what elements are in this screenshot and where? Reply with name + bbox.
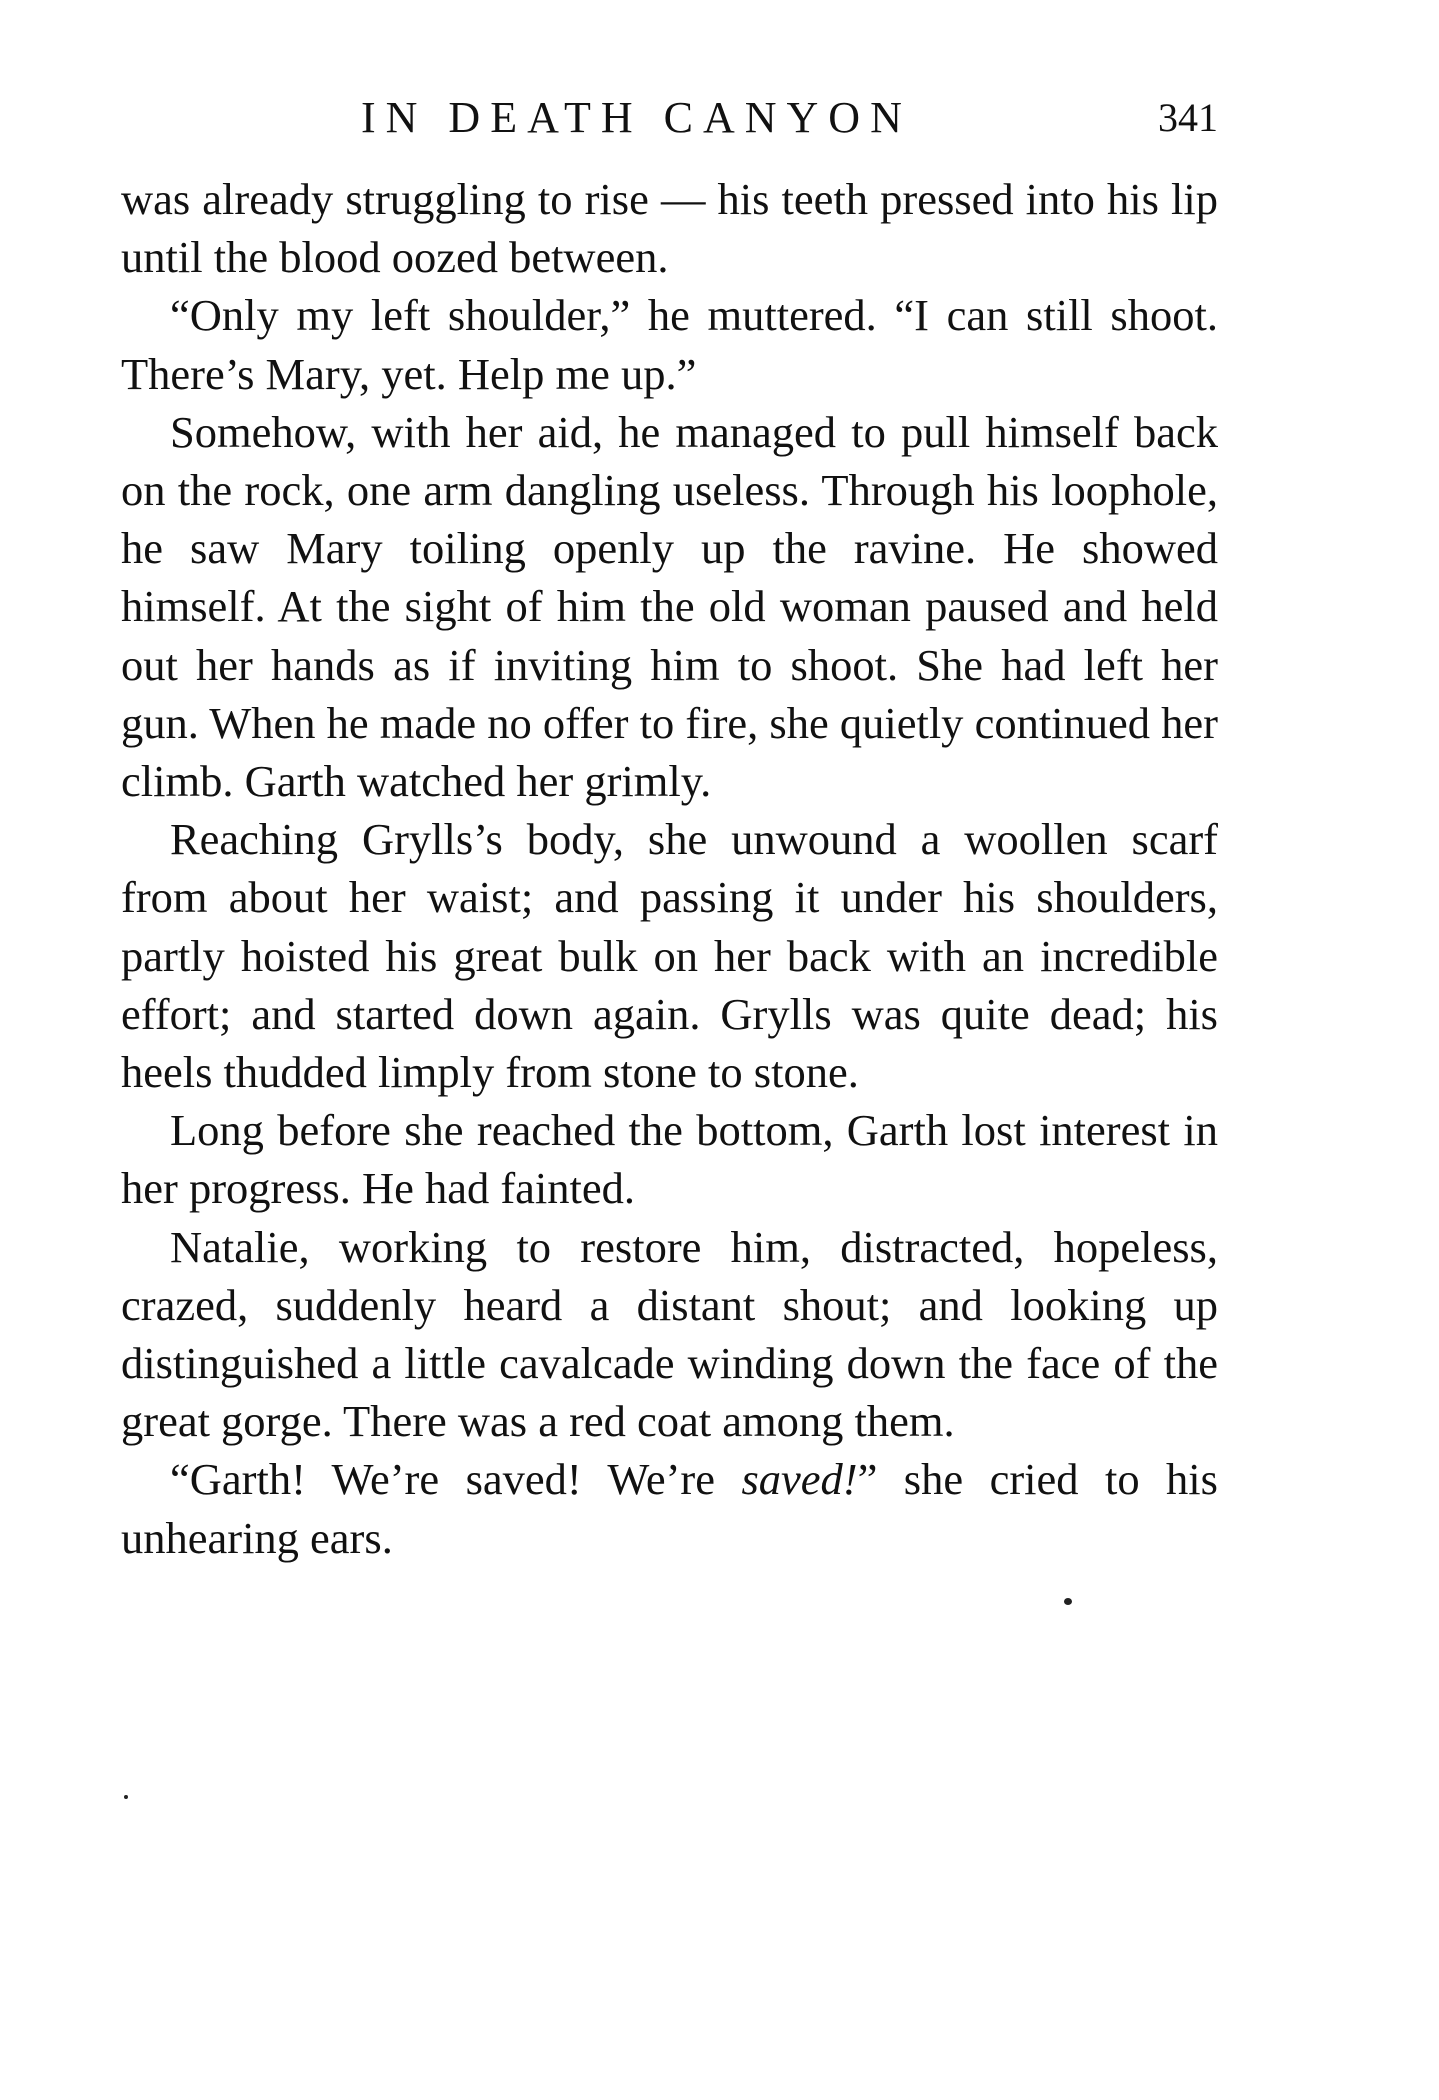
body-text — [121, 170, 1218, 1567]
paragraph-7-text-after: ” she cried to his unhearing ears. — [121, 1454, 1218, 1563]
paragraph-2 — [121, 286, 1218, 402]
paragraph-6-text: Natalie, working to restore him, distracted, hopeless, crazed, suddenly heard a distant shout; and looking up distinguished a little cavalcade winding down the face of the great gorge. There was a red coat among them. — [121, 1221, 1218, 1447]
paragraph-3 — [121, 403, 1218, 810]
paragraph-3-text: Somehow, with her aid, he managed to pull himself back on the rock, one arm dangling useless. Through his loophole, he saw Mary toiling openly up the ravine. He showed himself. At the sight of him the old woman paused and held out her hands as if inviting him to shoot. She had left her gun. When he made no offer to fire, she quietly continued her climb. Garth watched her grimly. — [121, 406, 1218, 807]
ink-speck — [1064, 1598, 1072, 1605]
paragraph-2-text: “Only my left shoulder,” he muttered. “I can still shoot. There’s Mary, yet. Help me up.” — [121, 290, 1218, 399]
page-number: 341 — [1158, 95, 1218, 140]
ink-speck — [124, 1795, 128, 1799]
paragraph-4 — [121, 810, 1218, 1101]
paragraph-7-emphasis: saved! — [741, 1454, 858, 1505]
paragraph-1-text: was already struggling to rise — his teeth pressed into his lip until the blood oozed between. — [121, 174, 1218, 283]
paragraph-6 — [121, 1218, 1218, 1451]
paragraph-5-text: Long before she reached the bottom, Garth lost interest in her progress. He had fainted. — [121, 1105, 1218, 1214]
paragraph-5 — [121, 1101, 1218, 1217]
paragraph-7 — [121, 1450, 1218, 1566]
running-title: IN DEATH CANYON — [361, 93, 912, 142]
running-header — [121, 88, 1218, 148]
paragraph-4-text: Reaching Grylls’s body, she unwound a woollen scarf from about her waist; and passing it under his shoulders, partly hoisted his great bulk on her back with an incredible effort; and started down again. Grylls was quite dead; his heels thudded limply from stone to stone. — [121, 814, 1218, 1098]
paragraph-1 — [121, 170, 1218, 286]
paragraph-7-text-before: “Garth! We’re saved! We’re — [170, 1454, 742, 1505]
